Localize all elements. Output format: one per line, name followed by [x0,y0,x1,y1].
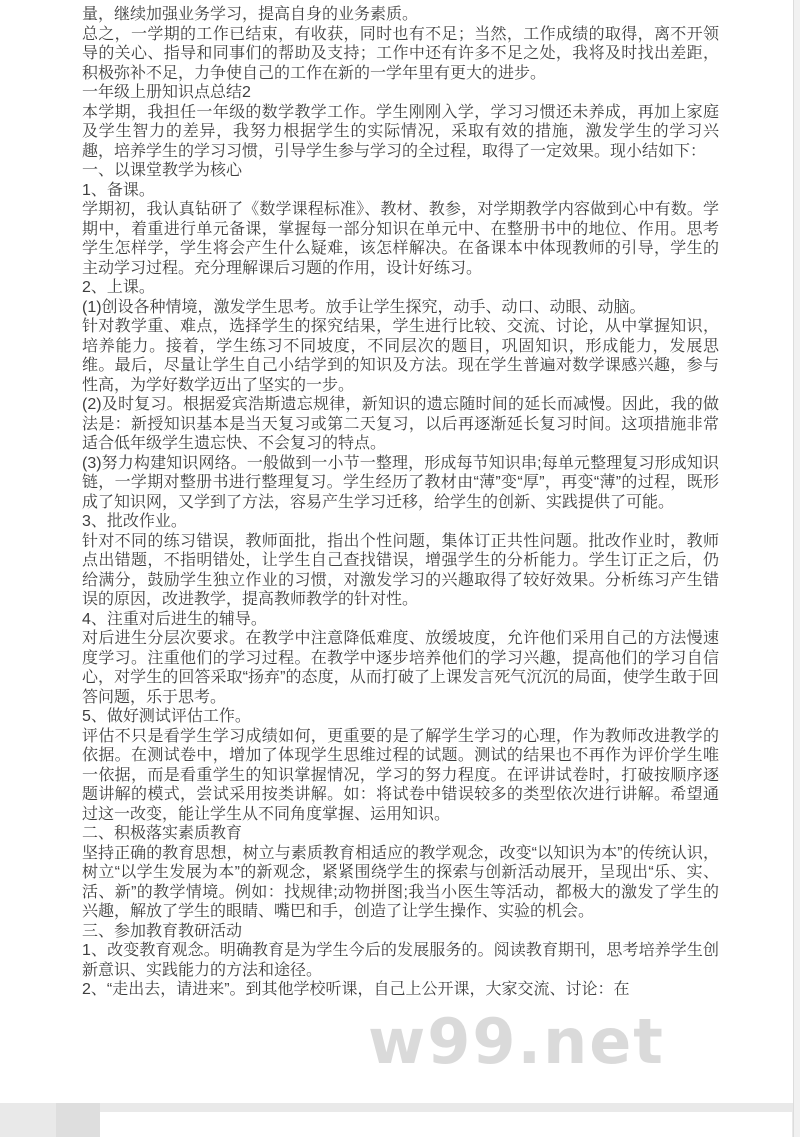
paragraph: 针对教学重、难点，选择学生的探究结果，学生进行比较、交流、讨论，从中掌握知识，培养能力。接着，学生练习不同坡度，不同层次的题目，巩固知识，形成能力，发展思维。最后，尽量让学生自己小结学到的知识及方法。现在学生普遍对数学课感兴趣，参与性高，为学好数学迈出了坚实的一步。 [82,318,719,394]
page-right-edge [793,0,800,1137]
paragraph: 1、改变教育观念。明确教育是为学生今后的发展服务的。阅读教育期刊，思考培养学生创新意识、实践能力的方法和途径。 [82,942,719,979]
footer-box [100,1112,792,1137]
section-heading: 一、以课堂教学为核心 [82,162,243,179]
paragraph: 针对不同的练习错误，教师面批，指出个性问题，集体订正共性问题。批改作业时，教师点出错题，不指明错处，让学生自己查找错误，增强学生的分析能力。学生订正之后，仍给满分，鼓励学生独立作业的习惯，对激发学习的兴趣取得了较好效果。分析练习产生错误的原因，改进教学，提高教师教学的针对性。 [82,532,719,608]
paragraph: 量，继续加强业务学习，提高自身的业务素质。 [82,6,419,23]
subsection-heading: 5、做好测试评估工作。 [82,708,251,725]
subsection-heading: 2、上课。 [82,279,155,296]
paragraph: (3)努力构建知识网络。一般做到一小节一整理，形成每节知识串;每单元整理复习形成知识链，一学期对整册书进行整理复习。学生经历了教材由“薄”变“厚”，再变“薄”的过程，既形成了知识网，又学到了方法，容易产生学习迁移，给学生的创新、实践提供了可能。 [82,454,719,511]
paragraph: 评估不只是看学生学习成绩如何，更重要的是了解学生学习的心理，作为教师改进教学的依据。在测试卷中，增加了体现学生思维过程的试题。测试的结果也不再作为评价学生唯一依据，而是看重学生的知识掌握情况，学习的努力程度。在评讲试卷时，打破按顺序逐题讲解的模式，尝试采用按类讲解。如：将试卷中错误较多的类型依次进行讲解。希望通过这一改变，能让学生从不同角度掌握、运用知识。 [82,727,719,823]
section-heading: 二、积极落实素质教育 [82,825,243,842]
paragraph: (2)及时复习。根据爱宾浩斯遗忘规律，新知识的遗忘随时间的延长而减慢。因此，我的做法是：新授知识基本是当天复习或第二天复习，以后再逐渐延长复习时间。这项措施非常适合低年级学生遗忘快、不会复习的特点。 [82,396,719,452]
paragraph: 2、“走出去，请进来”。到其他学校听课，自己上公开课，大家交流、讨论：在 [82,981,630,998]
paragraph: 坚持正确的教育思想，树立与素质教育相适应的教学观念，改变“以知识为本”的传统认识，树立“以学生发展为本”的新观念，紧紧围绕学生的探索与创新活动展开，呈现出“乐、实、活、新”的教学情境。例如：找规律;动物拼图;我当小医生等活动，都极大的激发了学生的兴趣，解放了学生的眼睛、嘴巴和手，创造了让学生操作、实验的机会。 [82,844,719,920]
subsection-heading: 4、注重对后进生的辅导。 [82,610,267,628]
section-heading: 三、参加教育教研活动 [82,922,243,940]
paragraph: 对后进生分层次要求。在教学中注意降低难度、放缓坡度，允许他们采用自己的方法慢速度学习。注重他们的学习过程。在教学中逐步培养他们的学习兴趣，提高他们的学习自信心，对学生的回答采取“扬弃”的态度，从而打破了上课发言死气沉沉的局面，使学生敢于回答问题，乐于思考。 [82,630,719,706]
subsection-heading: 1、备课。 [82,181,155,199]
footer-band [0,1103,800,1137]
paragraph: 学期初，我认真钻研了《数学课程标准》、教材、教参，对学期教学内容做到心中有数。学期中，着重进行单元备课，掌握每一部分知识在单元中、在整册书中的地位、作用。思考学生怎样学，学生将会产生什么疑难，该怎样解决。在备课本中体现教师的引导，学生的主动学习过程。充分理解课后习题的作用，设计好练习。 [82,201,719,277]
footer-tab [56,1103,100,1137]
subsection-heading: 3、批改作业。 [82,513,187,530]
document-title: 一年级上册知识点总结2 [82,84,251,101]
watermark: w99.net [368,1005,665,1078]
paragraph: 总之，一学期的工作已结束，有收获，同时也有不足；当然，工作成绩的取得，离不开领导的关心、指导和同事们的帮助及支持；工作中还有许多不足之处，我将及时找出差距，积极弥补不足，力争使自己的工作在新的一学年里有更大的进步。 [82,25,719,82]
document-body [82,5,719,1000]
paragraph: (1)创设各种情境，激发学生思考。放手让学生探究，动手、动口、动眼、动脑。 [82,298,646,316]
paragraph: 本学期，我担任一年级的数学教学工作。学生刚刚入学，学习习惯还未养成，再加上家庭及学生智力的差异，我努力根据学生的实际情况，采取有效的措施，激发学生的学习兴趣，培养学生的学习习惯，引导学生参与学习的全过程，取得了一定效果。现小结如下： [82,103,719,160]
